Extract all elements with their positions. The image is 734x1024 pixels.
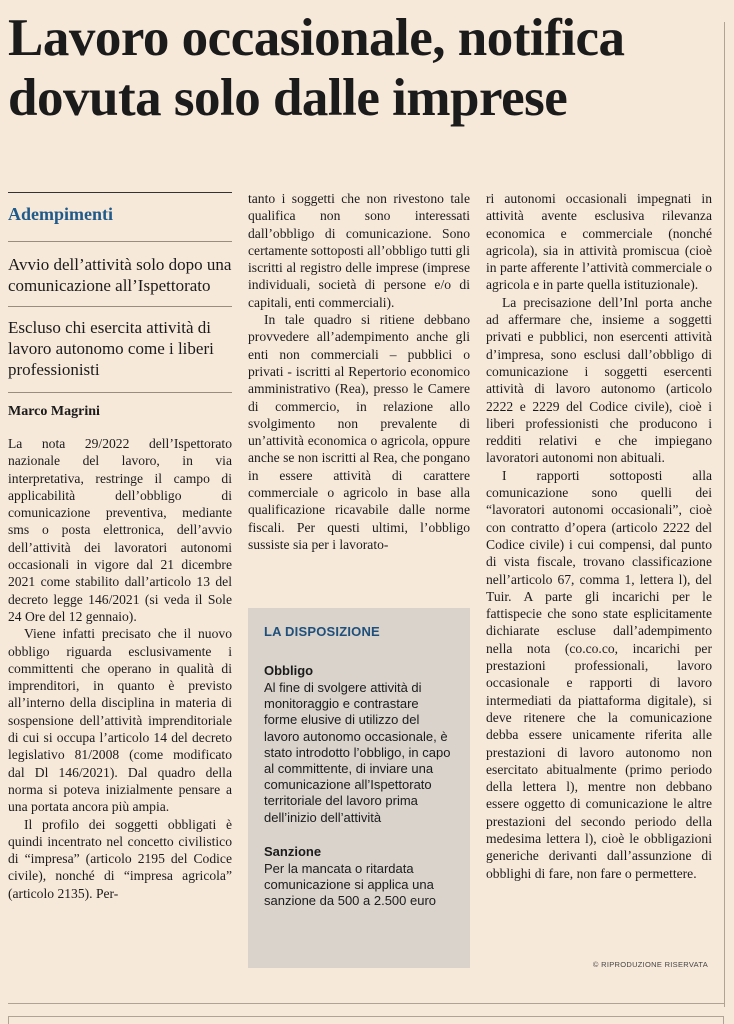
sanzione-text: Per la mancata o ritardata comunicazione si applica una sanzione da 500 a 2.500 euro — [264, 860, 437, 909]
paragraph: Il profilo dei soggetti obbligati è quindi incentrato nel concetto civilistico di “impresa” (articolo 2195 del Codice civile), nonché di “impresa agricola” (articolo 2135). Per- — [8, 816, 232, 901]
article-body-col1 — [8, 435, 232, 902]
summary-2: Escluso chi esercita attività di lavoro autonomo come i liberi professionisti — [8, 318, 214, 379]
obbligo-text: Al fine di svolgere attività di monitoraggio e contrastare forme elusive di utilizzo del lavoro autonomo occasionale, è stato introdotto l’obbligo, in capo al committente, di inviare una comunicazione all’Ispettorato territoriale del lavoro prima dell’inizio dell’attività — [264, 680, 451, 825]
topic-rule — [8, 192, 232, 193]
obbligo-label: Obbligo — [264, 663, 314, 678]
paragraph: La precisazione dell’Inl porta anche ad affermare che, insieme a soggetti privati e pubblici, non esercenti attività d’impresa, sono esclusi dall’obbligo di comunicazione i soggetti esercenti attività di lavoro autonomo (articolo 2222 e 2229 del Codice civile), cioè i liberi professionisti che producono i redditi relativi e che impiegano lavoratori autonomi non abituali. — [486, 294, 712, 466]
paragraph: La nota 29/2022 dell’Ispettorato nazionale del lavoro, in via interpretativa, restringe il campo di applicabilità dell’obbligo di comunicazione preventiva, mediante sms o posta elettronica, dell’avvio dell’attività dei lavoratori autonomi occasionali in vigore dal 21 dicembre 2021 come stabilito dall’articolo 13 del decreto legge 146/2021 (si veda il Sole 24 Ore del 12 gennaio). — [8, 436, 232, 624]
column-1 — [8, 192, 232, 902]
paragraph: ri autonomi occasionali impegnati in attività avente esclusiva rilevanza economica e commerciale (nonché agricola), sia in attività promiscua (cioè in parte afferente l’attività commerciale o agricola e in parte quella istituzionale). — [486, 191, 712, 293]
topic-label: Adempimenti — [8, 204, 113, 224]
bottom-strip — [8, 1016, 724, 1024]
disposition-box — [248, 608, 470, 968]
article-body-col2 — [248, 190, 470, 553]
headline: Lavoro occasionale, notifica dovuta solo dalle imprese — [8, 9, 625, 127]
paragraph: I rapporti sottoposti alla comunicazione sono quelli dei “lavoratori autonomi occasionali”, cioè con contratto d’opera (articolo 2222 del Codice civile) i cui compensi, dal punto di vista fiscale, trovano classificazione nell’articolo 67, comma 1, lettera l), del Tuir. A parte gli incarichi per le fattispecie che sono state esplicitamente dichiarate escluse dall’adempimento nella nota (co.co.co, incarichi per prestazioni professionali, lavoro occasionale e rapporti di lavoro intermediati da piattaforma digitale), si deve ritenere che la comunicazione debba essere unicamente riferita alle prestazioni di lavoro autonomo non esercitato abitualmente (primo periodo della lettera l), mentre non debbano essere oggetto di comunicazione le altre prestazioni del secondo periodo della medesima lettera l), cioè le obbligazioni generiche derivanti dall’assunzione di obblighi di fare, non fare o permettere. — [486, 467, 712, 881]
copyright-notice: © RIPRODUZIONE RISERVATA — [592, 960, 708, 969]
column-divider-right — [724, 22, 725, 1007]
paragraph: Viene infatti precisato che il nuovo obbligo riguarda esclusivamente i committenti che operano in qualità di imprenditori, in quanto è previsto all’interno della disciplina in materia di sospensione dell’attività imprenditoriale di cui si occupa l’articolo 14 del decreto legislativo 81/2008 (come modificato dal Dl 146/2021). Dal quadro della norma si poteva inizialmente pensare a una portata ancora più ampia. — [8, 626, 232, 815]
paragraph: tanto i soggetti che non rivestono tale qualifica non sono interessati dall’obbligo di comunicazione. Sono certamente sottoposti all’obbligo tutti gli iscritti al registro delle imprese (imprese individuali, società di persone e/o di capitali, enti commerciali). — [248, 191, 470, 310]
author-byline: Marco Magrini — [8, 404, 100, 419]
box-title: LA DISPOSIZIONE — [264, 624, 380, 639]
bottom-rule — [8, 1003, 724, 1004]
sanzione-label: Sanzione — [264, 843, 322, 859]
paragraph: In tale quadro si ritiene debbano provvedere all’adempimento anche gli enti non commerciali – pubblici o privati - iscritti al Repertorio economico amministrativo (Rea), presso le Camere di commercio, in relazione allo svolgimento non prevalente di un’attività economica o agricola, oppure anche se non iscritti al Rea, che pongano in essere attività di carattere commerciale o agricolo in base alla qualificazione ricavabile dalle norme fiscali. Per questi ultimi, l’obbligo sussiste sia per i lavorato- — [248, 312, 470, 552]
summary-1: Avvio dell’attività solo dopo una comunicazione all’Ispettorato — [8, 255, 232, 295]
article-body-col3 — [486, 190, 712, 882]
